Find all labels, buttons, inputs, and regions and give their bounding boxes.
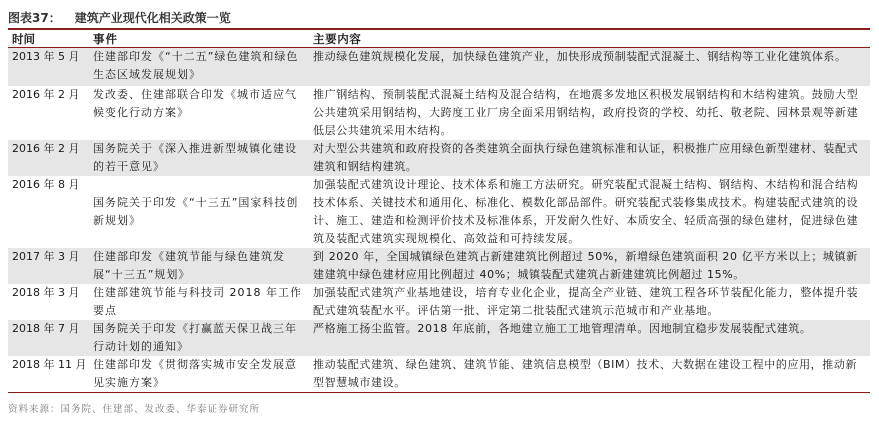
table-row (8, 86, 870, 140)
row-time: 2017 年 3 月 (12, 250, 80, 263)
row-content: 推动绿色建筑规模化发展，加快绿色建筑产业，加快形成预制装配式混凝土、钢结构等工业化建筑体系。 (313, 50, 847, 63)
row-content: 对大型公共建筑和政府投资的各类建筑全面执行绿色建筑标准和认证，积极推广应用绿色新型建材、装配式建筑和钢结构建筑。 (313, 142, 859, 173)
row-content: 严格施工扬尘监管。2018 年底前，各地建立施工工地管理清单。因地制宜稳步发展装配式建筑。 (313, 322, 812, 335)
figure-label: 图表37： (8, 10, 61, 25)
header-time: 时间 (12, 31, 35, 46)
table-row (8, 356, 870, 392)
table-row (8, 248, 870, 284)
row-time: 2016 年 2 月 (12, 88, 80, 101)
row-time: 2013 年 5 月 (12, 50, 80, 63)
row-event: 住建部印发《贯彻落实城市安全发展意见实施方案》 (93, 358, 297, 389)
row-event: 国务院关于印发《打赢蓝天保卫战三年行动计划的通知》 (93, 322, 297, 353)
row-time: 2016 年 2 月 (12, 142, 80, 155)
table-header (8, 30, 870, 47)
table-row (8, 176, 870, 248)
row-event: 发改委、住建部联合印发《城市适应气候变化行动方案》 (93, 88, 297, 119)
table-row (8, 320, 870, 356)
row-content: 推动装配式建筑、绿色建筑、建筑节能、建筑信息模型（BIM）技术、大数据在建设工程中的应用，推动新型智慧城市建设。 (313, 358, 858, 389)
figure-title-text: 建筑产业现代化相关政策一览 (74, 10, 231, 25)
row-time: 2016 年 8 月 (12, 178, 80, 191)
row-event: 住建部印发《建筑节能与绿色建筑发展“十三五”规划》 (93, 250, 285, 281)
row-content: 推广钢结构、预制装配式混凝土结构及混合结构，在地震多发地区积极发展钢结构和木结构建筑。鼓励大型公共建筑采用钢结构，大跨度工业厂房全面采用钢结构，政府投资的学校、幼托、敬老院、园林景观等新建低层公共建筑采用木结构。 (313, 88, 859, 137)
row-time: 2018 年 7 月 (12, 322, 80, 335)
row-content: 加强装配式建筑设计理论、技术体系和施工方法研究。研究装配式混凝土结构、钢结构、木结构和混合结构技术体系、关键技术和通用化、标准化、模数化部品部件。研究装配式装修集成技术。构建装配式建筑的设计、施工、建造和检测评价技术及标准体系，开发耐久性好、本质安全、轻质高强的绿色建材，促进绿色建筑及装配式建筑实现规模化、高效益和可持续发展。 (313, 178, 859, 245)
table-row (8, 284, 870, 320)
row-content: 到 2020 年，全国城镇绿色建筑占新建建筑比例超过 50%，新增绿色建筑面积 20 亿平方米以上；城镇新建建筑中绿色建材应用比例超过 40%；城镇装配式建筑占新建建筑比例超过 15%。 (313, 250, 858, 281)
bottom-rule (8, 392, 870, 393)
row-event: 国务院关于《深入推进新型城镇化建设的若干意见》 (93, 142, 297, 173)
table-row (8, 140, 870, 176)
figure-title (8, 6, 870, 28)
row-time: 2018 年 3 月 (12, 286, 80, 299)
header-content: 主要内容 (313, 31, 362, 46)
header-event: 事件 (93, 31, 118, 46)
policy-table-figure (8, 6, 870, 415)
source-note: 资料来源：国务院、住建部、发改委、华泰证券研究所 (8, 404, 261, 415)
row-event: 住建部建筑节能与科技司 2018 年工作要点 (93, 286, 302, 317)
row-content: 加强装配式建筑产业基地建设，培育专业化企业，提高全产业链、建筑工程各环节装配化能力，整体提升装配式建筑装配水平。评估第一批、评定第二批装配式建筑示范城市和产业基地。 (313, 286, 859, 317)
row-time: 2018 年 11 月 (12, 358, 87, 371)
table-row (8, 48, 870, 86)
row-event: 国务院关于印发《“十三五”国家科技创新规划》 (93, 196, 299, 227)
row-event: 住建部印发《“十二五”绿色建筑和绿色生态区域发展规划》 (93, 50, 299, 81)
